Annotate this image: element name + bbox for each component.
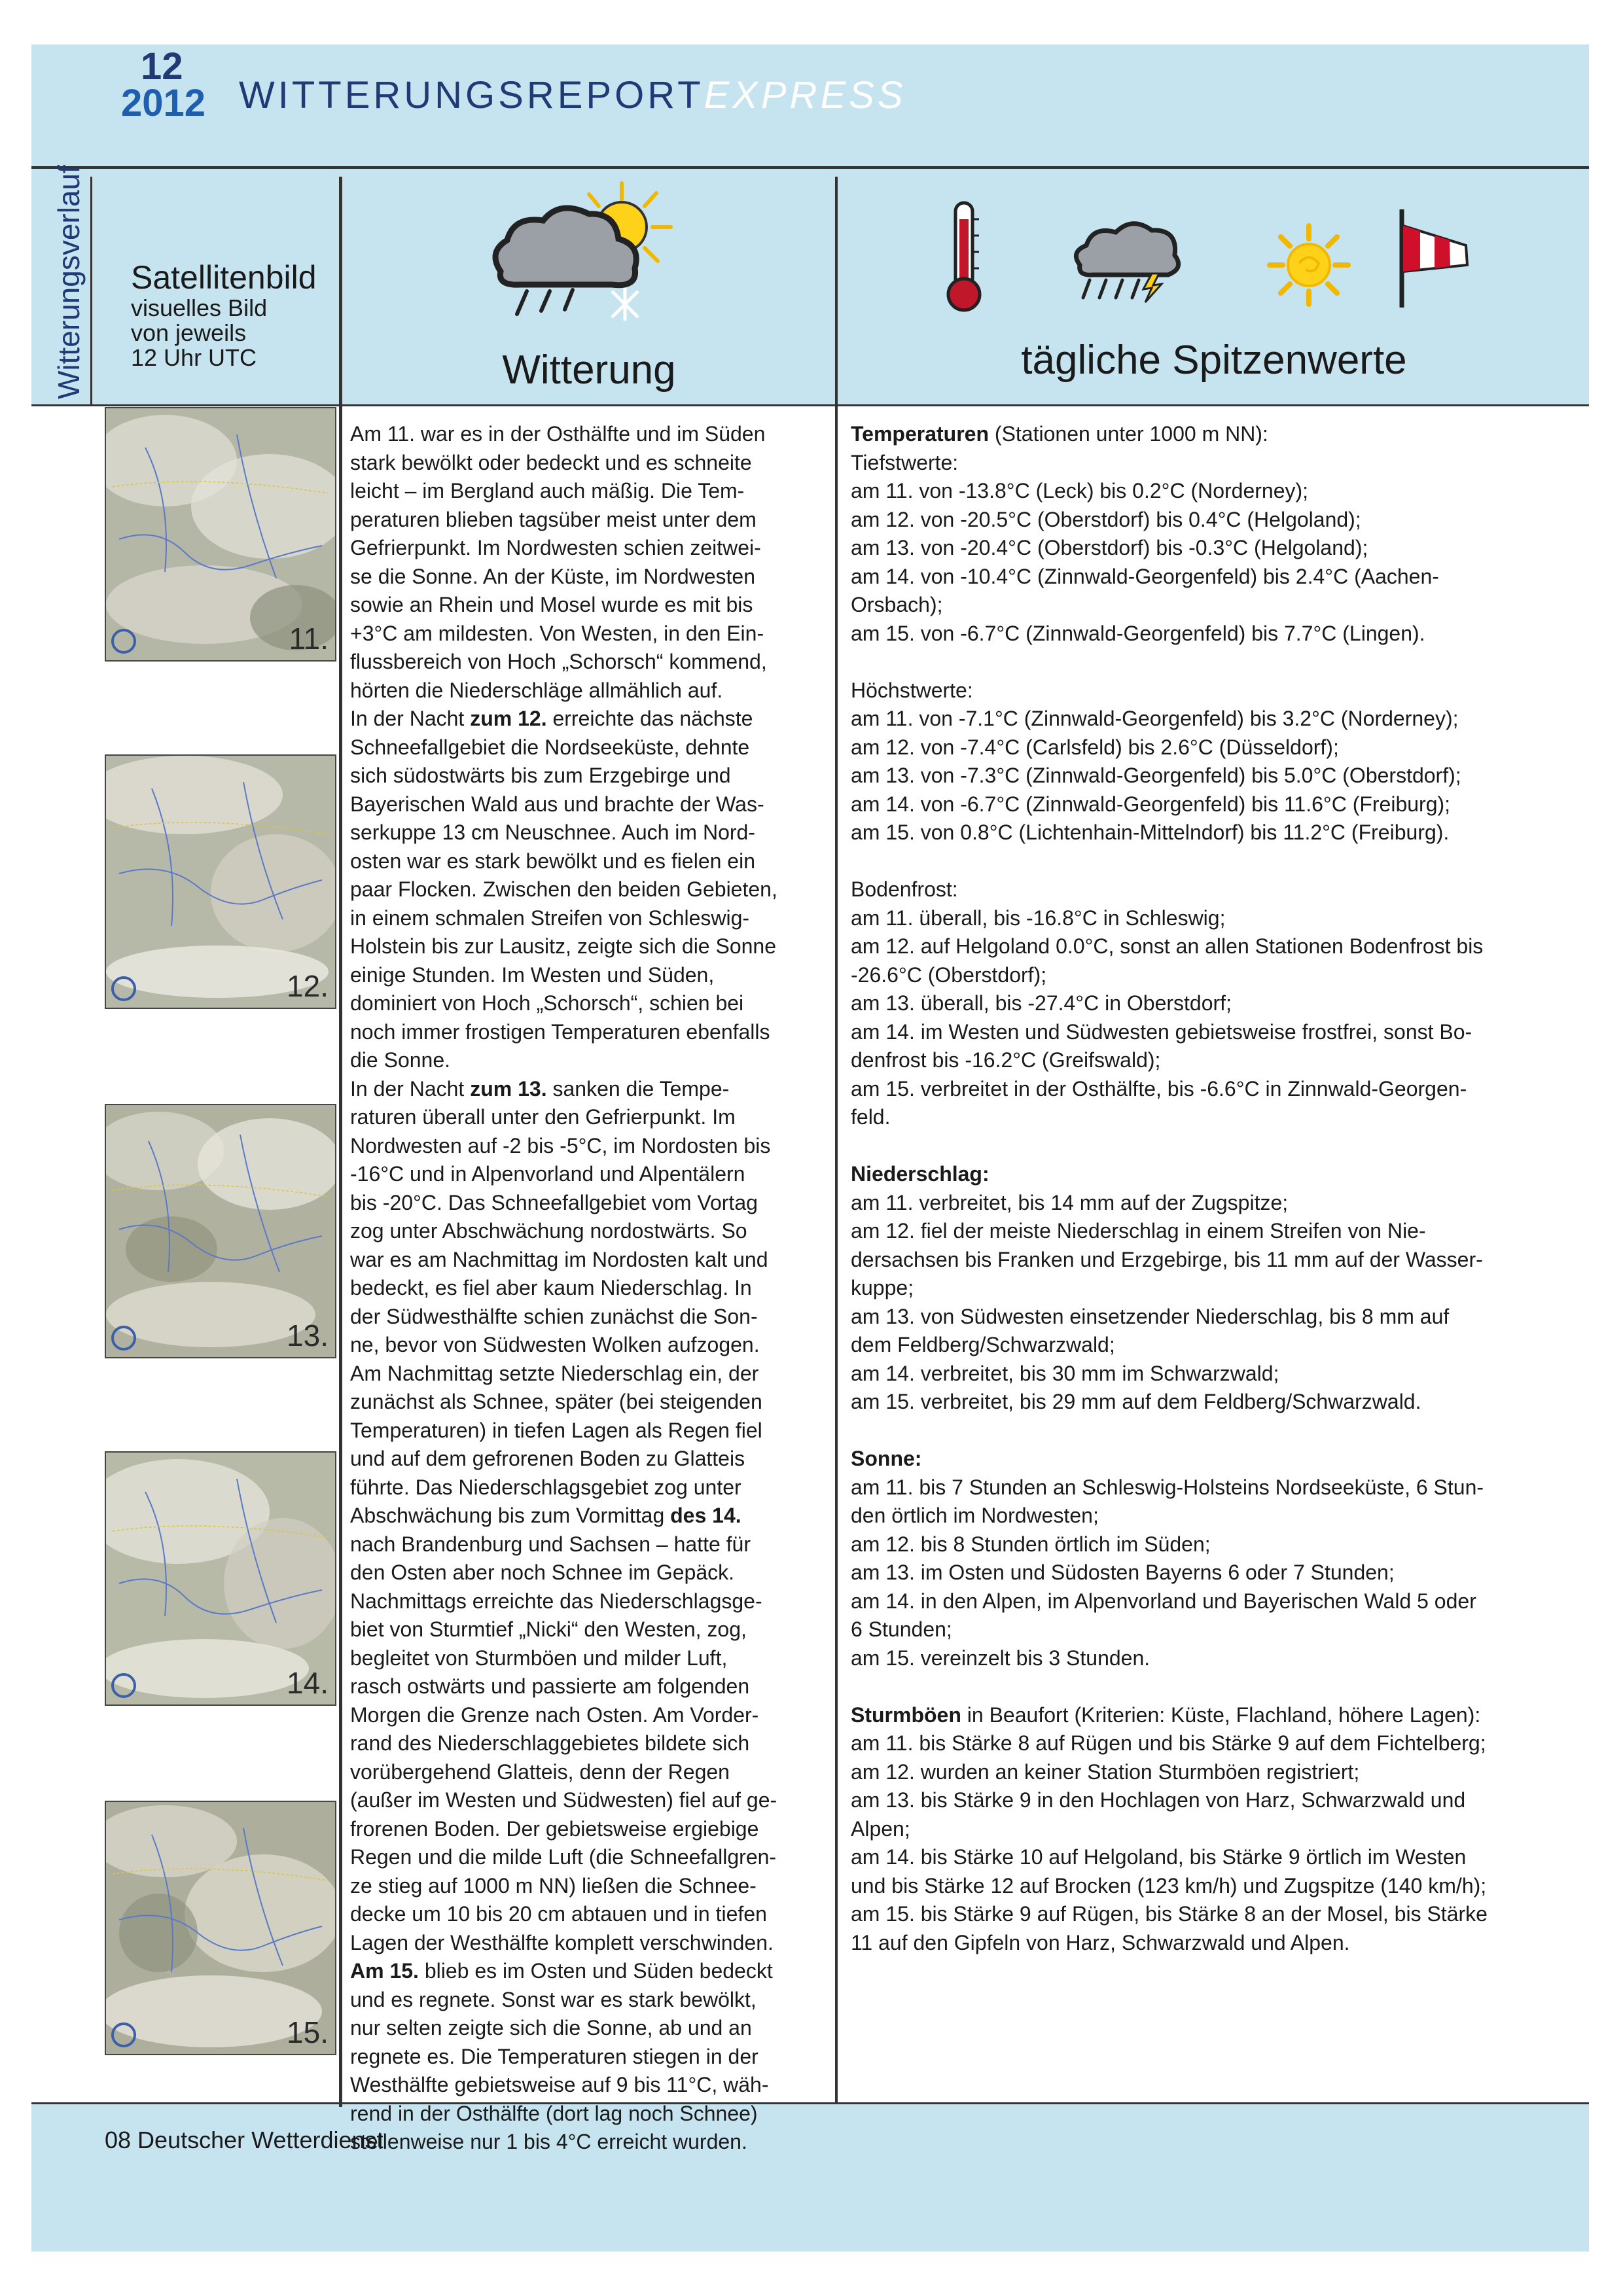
text-run: Orsbach);	[851, 593, 943, 616]
text-run: Schneefallgebiet die Nordseeküste, dehnte	[350, 735, 750, 759]
satellite-subtitle-line: von jeweils	[131, 319, 247, 346]
text-run: am 11. bis 7 Stunden an Schleswig-Holsteins Nordseeküste, 6 Stun-	[851, 1475, 1484, 1499]
text-run: in Beaufort (Kriterien: Küste, Flachland, höhere Lagen):	[961, 1703, 1481, 1727]
satellite-image	[105, 1801, 336, 2055]
peak-values-line	[851, 1331, 1580, 1360]
text-run: dersachsen bis Franken und Erzgebirge, bis 11 mm auf der Wasser-	[851, 1247, 1483, 1271]
text-run: sanken die Tempe-	[546, 1076, 730, 1101]
weather-text-line	[350, 506, 828, 535]
bold-run: Sturmböen	[851, 1703, 961, 1727]
bold-run: Niederschlag:	[851, 1162, 990, 1186]
text-run: flussbereich von Hoch „Schorsch“ kommend,	[350, 650, 767, 673]
peak-values-line	[851, 1872, 1580, 1901]
text-run: und es regnete. Sonst war es stark bewölkt,	[350, 1987, 757, 2011]
text-run: frorenen Boden. Der gebietsweise ergiebige	[350, 1816, 759, 1841]
peak-values-line	[851, 1843, 1580, 1872]
issue-month: 12	[141, 45, 183, 88]
weather-text-line	[350, 1530, 828, 1559]
text-run: biet von Sturmtief „Nicki“ den Westen, zog,	[350, 1617, 747, 1641]
text-run: am 11. überall, bis -16.8°C in Schleswig;	[851, 906, 1226, 930]
peak-values-line	[851, 1758, 1580, 1787]
satellite-subtitle	[131, 296, 327, 370]
peak-values-line	[851, 1929, 1580, 1958]
text-run: rand des Niederschlaggebietes bildete sich	[350, 1731, 750, 1755]
text-run: am 12. wurden an keiner Station Sturmböen registriert;	[851, 1759, 1360, 1784]
text-run: se die Sonne. An der Küste, im Nordwesten	[350, 564, 756, 588]
weather-text-line	[350, 1957, 828, 1986]
publication-title	[239, 73, 906, 117]
weather-text-line	[350, 1474, 828, 1502]
text-run: rend in der Osthälfte (dort lag noch Schnee)	[350, 2101, 758, 2125]
text-run: serkuppe 13 cm Neuschnee. Auch im Nord-	[350, 821, 755, 844]
text-run: führte. Das Niederschlagsgebiet zog unter	[350, 1475, 741, 1499]
peak-values-text	[851, 420, 1580, 1957]
weather-text-line	[350, 1616, 828, 1644]
peak-values-line	[851, 1303, 1580, 1332]
text-run: paar Flocken. Zwischen den beiden Gebieten,	[350, 877, 777, 901]
text-run: blieb es im Osten und Süden bedeckt	[418, 1959, 773, 1983]
weather-text-line	[350, 1701, 828, 1730]
peak-values-line	[851, 961, 1580, 990]
peak-values-line	[851, 1616, 1580, 1644]
satellite-image	[105, 1451, 336, 1706]
text-run: am 14. im Westen und Südwesten gebietsweise frostfrei, sonst Bo-	[851, 1019, 1472, 1044]
peak-values-line	[851, 790, 1580, 819]
text-run: noch immer frostigen Temperaturen ebenfalls	[350, 1019, 770, 1044]
weather-text-line	[350, 1360, 828, 1388]
peaks-column-title: tägliche Spitzenwerte	[1021, 338, 1407, 383]
text-run: am 13. bis Stärke 9 in den Hochlagen von Harz, Schwarzwald und	[851, 1788, 1466, 1812]
weather-text-line	[350, 1815, 828, 1844]
peak-values-line	[851, 1046, 1580, 1075]
text-run: den örtlich im Nordwesten;	[851, 1504, 1099, 1527]
text-run: in einem schmalen Streifen von Schleswig-	[350, 906, 750, 930]
peak-values-line	[851, 1815, 1580, 1844]
text-run: nach Brandenburg und Sachsen – hatte für	[350, 1532, 751, 1556]
text-run: am 14. in den Alpen, im Alpenvorland und Bayerischen Wald 5 oder	[851, 1589, 1476, 1613]
weather-text-line	[350, 819, 828, 847]
text-run: am 14. von -6.7°C (Zinnwald-Georgenfeld) bis 11.6°C (Freiburg);	[851, 792, 1451, 816]
column-header-rule	[31, 404, 1589, 406]
satellite-image	[105, 754, 336, 1009]
weather-text-line	[350, 2043, 828, 2072]
peak-values-line	[851, 449, 1580, 478]
weather-text-line	[350, 1132, 828, 1161]
peak-values-line	[851, 1530, 1580, 1559]
text-run: In der Nacht	[350, 707, 471, 730]
peak-values-line	[851, 1160, 1580, 1189]
text-run: vorübergehend Glatteis, denn der Regen	[350, 1759, 730, 1784]
text-run: Alpen;	[851, 1816, 910, 1841]
peak-values-line	[851, 620, 1580, 648]
peak-values-line	[851, 705, 1580, 733]
text-run: am 14. verbreitet, bis 30 mm im Schwarzwald;	[851, 1361, 1279, 1385]
text-run: zunächst als Schnee, später (bei steigenden	[350, 1390, 762, 1413]
satellite-image	[105, 1104, 336, 1358]
weather-text-line	[350, 677, 828, 705]
peak-values-line	[851, 1559, 1580, 1587]
text-run: (außer im Westen und Südwesten) fiel auf ge-	[350, 1788, 777, 1812]
peak-values-line	[851, 733, 1580, 762]
text-run: der Südwesthälfte schien zunächst die Son-	[350, 1304, 758, 1328]
thunder-rain-cloud-icon	[1070, 216, 1188, 304]
satellite-image	[105, 407, 336, 662]
text-run: ne, bevor von Südwesten Wolken aufzogen.	[350, 1333, 760, 1356]
dwd-logo-icon	[111, 629, 136, 654]
text-run: am 11. von -13.8°C (Leck) bis 0.2°C (Norderney);	[851, 479, 1309, 503]
text-run: sich südostwärts bis zum Erzgebirge und	[350, 764, 731, 787]
text-run: Lagen der Westhälfte komplett verschwinden.	[350, 1930, 774, 1954]
text-run: stellenweise nur 1 bis 4°C erreicht wurden.	[350, 2130, 747, 2153]
text-run: -16°C und in Alpenvorland und Alpentälern	[350, 1162, 745, 1186]
text-run: leicht – im Bergland auch mäßig. Die Tem-	[350, 479, 745, 503]
text-run: am 15. von -6.7°C (Zinnwald-Georgenfeld) bis 7.7°C (Lingen).	[851, 621, 1425, 645]
text-run: bedeckt, es fiel aber kaum Niederschlag. In	[350, 1276, 752, 1299]
peak-values-line	[851, 506, 1580, 535]
text-run: am 12. von -20.5°C (Oberstdorf) bis 0.4°C (Helgoland);	[851, 507, 1361, 531]
peak-values-line	[851, 563, 1580, 592]
text-run: -26.6°C (Oberstdorf);	[851, 963, 1047, 987]
satellite-day-label: 14.	[287, 1666, 329, 1700]
bold-run: Sonne:	[851, 1447, 922, 1470]
text-run: sowie an Rhein und Mosel wurde es mit bis	[350, 593, 753, 616]
bold-run: des 14.	[670, 1504, 741, 1527]
peak-values-line	[851, 819, 1580, 847]
peak-values-line	[851, 1786, 1580, 1815]
text-run: zog unter Abschwächung nordostwärts. So	[350, 1219, 747, 1243]
text-run: am 13. überall, bis -27.4°C in Oberstdorf;	[851, 991, 1232, 1015]
weather-text-line	[350, 1672, 828, 1701]
text-run: am 11. bis Stärke 8 auf Rügen und bis Stärke 9 auf dem Fichtelberg;	[851, 1731, 1486, 1755]
weather-text-line	[350, 1986, 828, 2015]
text-run: dominiert von Hoch „Schorsch“, schien bei	[350, 991, 744, 1015]
dwd-logo-icon	[111, 976, 136, 1001]
weather-text-line	[350, 1872, 828, 1901]
satellite-subtitle-line: 12 Uhr UTC	[131, 344, 257, 371]
text-run: Temperaturen) in tiefen Lagen als Regen fiel	[350, 1418, 762, 1442]
satellite-day-label: 12.	[287, 969, 329, 1003]
peak-values-line	[851, 1075, 1580, 1104]
text-run: feld.	[851, 1105, 891, 1129]
weather-text-line	[350, 620, 828, 648]
weather-text-line	[350, 1160, 828, 1189]
weather-text-line	[350, 563, 828, 592]
peak-values-line	[851, 1502, 1580, 1530]
peak-values-line	[851, 762, 1580, 790]
weather-text-line	[350, 1445, 828, 1474]
side-label-divider	[90, 177, 92, 406]
text-run: rasch ostwärts und passierte am folgenden	[350, 1674, 750, 1698]
text-run: am 15. bis Stärke 9 auf Rügen, bis Stärke 8 an der Mosel, bis Stärke	[851, 1902, 1488, 1926]
paragraph-gap	[851, 648, 1580, 677]
weather-text-line	[350, 1246, 828, 1275]
dwd-logo-icon	[111, 1326, 136, 1351]
brand-main: WITTERUNGSREPORT	[239, 74, 704, 116]
text-run: peraturen blieben tagsüber meist unter dem	[350, 507, 757, 531]
weather-text-line	[350, 1388, 828, 1417]
weather-text-line	[350, 961, 828, 990]
weather-text-line	[350, 762, 828, 790]
weather-text-line	[350, 875, 828, 904]
satellite-subtitle-line: visuelles Bild	[131, 294, 268, 321]
text-run: begleitet von Sturmböen und milder Luft,	[350, 1646, 728, 1670]
bold-run: Am 15.	[350, 1959, 419, 1983]
peak-values-line	[851, 591, 1580, 620]
paragraph-gap	[851, 1132, 1580, 1161]
weather-text-line	[350, 1502, 828, 1530]
peak-values-line	[851, 989, 1580, 1018]
text-run: Bayerischen Wald aus und brachte der Was-	[350, 792, 764, 816]
text-run: nur selten zeigte sich die Sonne, ab und an	[350, 2016, 752, 2040]
paragraph-gap	[851, 1672, 1580, 1701]
text-run: Bodenfrost:	[851, 877, 958, 901]
peak-values-line	[851, 534, 1580, 563]
peak-values-line	[851, 932, 1580, 961]
weather-text-line	[350, 1274, 828, 1303]
weather-column-title: Witterung	[502, 347, 676, 393]
paragraph-gap	[851, 847, 1580, 876]
weather-text-line	[350, 1303, 828, 1332]
weather-text-line	[350, 1217, 828, 1246]
text-run: dem Feldberg/Schwarzwald;	[851, 1333, 1115, 1356]
weather-text-line	[350, 904, 828, 933]
text-run: kuppe;	[851, 1276, 914, 1299]
text-run: am 15. vereinzelt bis 3 Stunden.	[851, 1646, 1150, 1670]
peak-values-line	[851, 1189, 1580, 1218]
weather-text-line	[350, 1189, 828, 1218]
text-run: am 11. verbreitet, bis 14 mm auf der Zugspitze;	[851, 1190, 1289, 1214]
text-run: Westhälfte gebietsweise auf 9 bis 11°C, wäh-	[350, 2073, 769, 2096]
thermometer-icon	[942, 200, 988, 314]
weather-text-line	[350, 449, 828, 478]
text-run: 11 auf den Gipfeln von Harz, Schwarzwald und Alpen.	[851, 1930, 1350, 1954]
dwd-logo-icon	[111, 2022, 136, 2047]
text-run: und bis Stärke 12 auf Brocken (123 km/h) und Zugspitze (140 km/h);	[851, 1873, 1487, 1898]
peak-values-line	[851, 1474, 1580, 1502]
issue-year: 2012	[121, 82, 206, 124]
sun-icon	[1266, 222, 1351, 308]
brand-accent: EXPRESS	[704, 74, 906, 116]
weather-text-line	[350, 1758, 828, 1787]
peak-values-line	[851, 1274, 1580, 1303]
text-run: am 14. bis Stärke 10 auf Helgoland, bis Stärke 9 örtlich im Westen	[851, 1845, 1467, 1869]
peak-values-line	[851, 1217, 1580, 1246]
text-run: am 13. von -20.4°C (Oberstdorf) bis -0.3°C (Helgoland);	[851, 536, 1368, 559]
peak-values-line	[851, 1103, 1580, 1132]
peak-values-line	[851, 1729, 1580, 1758]
weather-text-line	[350, 591, 828, 620]
bold-run: zum 12.	[470, 707, 547, 730]
text-run: regnete es. Die Temperaturen stiegen in der	[350, 2044, 758, 2068]
text-run: 6 Stunden;	[851, 1617, 952, 1641]
text-run: Holstein bis zur Lausitz, zeigte sich die Sonne	[350, 934, 777, 958]
satellite-title: Satellitenbild	[131, 259, 317, 296]
text-run: am 13. von Südwesten einsetzender Niederschlag, bis 8 mm auf	[851, 1304, 1450, 1328]
weather-text-line	[350, 847, 828, 876]
text-run: einige Stunden. Im Westen und Süden,	[350, 963, 715, 987]
weather-text-line	[350, 2100, 828, 2128]
peak-values-line	[851, 677, 1580, 705]
text-run: stark bewölkt oder bedeckt und es schneite	[350, 450, 752, 474]
text-run: am 12. auf Helgoland 0.0°C, sonst an allen Stationen Bodenfrost bis	[851, 934, 1484, 958]
weather-text-line	[350, 2128, 828, 2157]
peak-values-line	[851, 904, 1580, 933]
weather-text-line	[350, 932, 828, 961]
peak-values-line	[851, 420, 1580, 449]
text-run: hörten die Niederschläge allmählich auf.	[350, 678, 723, 702]
peak-values-line	[851, 1018, 1580, 1047]
text-run: Abschwächung bis zum Vormittag	[350, 1504, 671, 1527]
text-run: osten war es stark bewölkt und es fielen ein	[350, 849, 755, 873]
text-run: am 12. bis 8 Stunden örtlich im Süden;	[851, 1532, 1211, 1556]
header-rule	[31, 166, 1589, 169]
footer: 08 Deutscher Wetterdienst	[105, 2127, 383, 2153]
text-run: In der Nacht	[350, 1076, 471, 1101]
peak-values-line	[851, 1644, 1580, 1673]
weather-text-line	[350, 1331, 828, 1360]
text-run: denfrost bis -16.2°C (Greifswald);	[851, 1048, 1161, 1072]
bold-run: Temperaturen	[851, 422, 990, 446]
peak-values-line	[851, 1701, 1580, 1730]
peak-values-line	[851, 1360, 1580, 1388]
text-run: am 15. von 0.8°C (Lichtenhain-Mittelndorf) bis 11.2°C (Freiburg).	[851, 821, 1450, 844]
text-run: bis -20°C. Das Schneefallgebiet vom Vortag	[350, 1190, 758, 1214]
weather-text-line	[350, 989, 828, 1018]
weather-text-line	[350, 1900, 828, 1929]
weather-text-line	[350, 1644, 828, 1673]
satellite-day-label: 11.	[289, 622, 329, 656]
weather-text-line	[350, 1843, 828, 1872]
weather-text-line	[350, 1729, 828, 1758]
section-label: Witterungsverlauf	[52, 165, 86, 399]
text-run: erreichte das nächste	[546, 707, 753, 730]
text-run: Regen und die milde Luft (die Schneefallgren-	[350, 1845, 777, 1869]
text-run: Gefrierpunkt. Im Nordwesten schien zeitwei-	[350, 536, 761, 559]
text-run: Nordwesten auf -2 bis -5°C, im Nordosten bis	[350, 1133, 771, 1157]
text-run: Am Nachmittag setzte Niederschlag ein, der	[350, 1361, 759, 1385]
windsock-icon	[1394, 206, 1479, 311]
satellite-day-label: 15.	[287, 2015, 329, 2049]
weather-text-line	[350, 420, 828, 449]
text-run: am 13. von -7.3°C (Zinnwald-Georgenfeld) bis 5.0°C (Oberstdorf);	[851, 764, 1461, 787]
peak-values-line	[851, 1388, 1580, 1417]
peak-values-line	[851, 1445, 1580, 1474]
text-run: am 12. fiel der meiste Niederschlag in einem Streifen von Nie-	[851, 1219, 1426, 1243]
peak-values-line	[851, 875, 1580, 904]
text-run: war es am Nachmittag im Nordosten kalt und	[350, 1247, 768, 1271]
peak-values-line	[851, 1587, 1580, 1616]
weather-text	[350, 420, 828, 2157]
text-run: die Sonne.	[350, 1048, 451, 1072]
weather-text-line	[350, 1018, 828, 1047]
weather-text-line	[350, 2071, 828, 2100]
text-run: am 15. verbreitet in der Osthälfte, bis -6.6°C in Zinnwald-Georgen-	[851, 1076, 1467, 1101]
text-run: am 15. verbreitet, bis 29 mm auf dem Feldberg/Schwarzwald.	[851, 1390, 1421, 1413]
weather-text-line	[350, 1559, 828, 1587]
weather-text-line	[350, 1587, 828, 1616]
weather-text-line	[350, 733, 828, 762]
satellite-day-label: 13.	[287, 1318, 329, 1352]
cloud-sun-snow-icon	[481, 180, 697, 330]
text-run: (Stationen unter 1000 m NN):	[989, 422, 1268, 446]
text-run: Tiefstwerte:	[851, 450, 959, 474]
peak-values-line	[851, 477, 1580, 506]
text-run: decke um 10 bis 20 cm abtauen und in tiefen	[350, 1902, 767, 1926]
text-run: am 12. von -7.4°C (Carlsfeld) bis 2.6°C (Düsseldorf);	[851, 735, 1339, 759]
text-run: am 14. von -10.4°C (Zinnwald-Georgenfeld) bis 2.4°C (Aachen-	[851, 564, 1439, 588]
text-run: Am 11. war es in der Osthälfte und im Süden	[350, 422, 766, 446]
text-run: den Osten aber noch Schnee im Gepäck.	[350, 1561, 735, 1584]
weather-text-line	[350, 477, 828, 506]
column-divider-left	[339, 177, 342, 2107]
text-run: Morgen die Grenze nach Osten. Am Vorder-	[350, 1703, 759, 1727]
weather-text-line	[350, 1103, 828, 1132]
text-run: am 13. im Osten und Südosten Bayerns 6 oder 7 Stunden;	[851, 1561, 1395, 1584]
text-run: am 11. von -7.1°C (Zinnwald-Georgenfeld) bis 3.2°C (Norderney);	[851, 707, 1459, 730]
weather-text-line	[350, 1786, 828, 1815]
weather-text-line	[350, 1075, 828, 1104]
column-divider-right	[835, 177, 838, 2104]
text-run: Nachmittags erreichte das Niederschlagsge-	[350, 1589, 762, 1613]
text-run: ze stieg auf 1000 m NN) ließen die Schnee-	[350, 1873, 757, 1898]
peak-values-line	[851, 1246, 1580, 1275]
text-run: und auf dem gefrorenen Boden zu Glatteis	[350, 1447, 745, 1470]
weather-text-line	[350, 648, 828, 677]
weather-text-line	[350, 534, 828, 563]
text-run: raturen überall unter den Gefrierpunkt. Im	[350, 1105, 736, 1129]
text-run: Höchstwerte:	[851, 678, 973, 702]
weather-text-line	[350, 1417, 828, 1445]
peak-values-line	[851, 1900, 1580, 1929]
weather-text-line	[350, 1046, 828, 1075]
dwd-logo-icon	[111, 1673, 136, 1698]
bold-run: zum 13.	[470, 1076, 547, 1101]
paragraph-gap	[851, 1417, 1580, 1445]
text-run: +3°C am mildesten. Von Westen, in den Ein-	[350, 621, 764, 645]
weather-text-line	[350, 705, 828, 733]
weather-text-line	[350, 1929, 828, 1958]
weather-text-line	[350, 2014, 828, 2043]
weather-text-line	[350, 790, 828, 819]
